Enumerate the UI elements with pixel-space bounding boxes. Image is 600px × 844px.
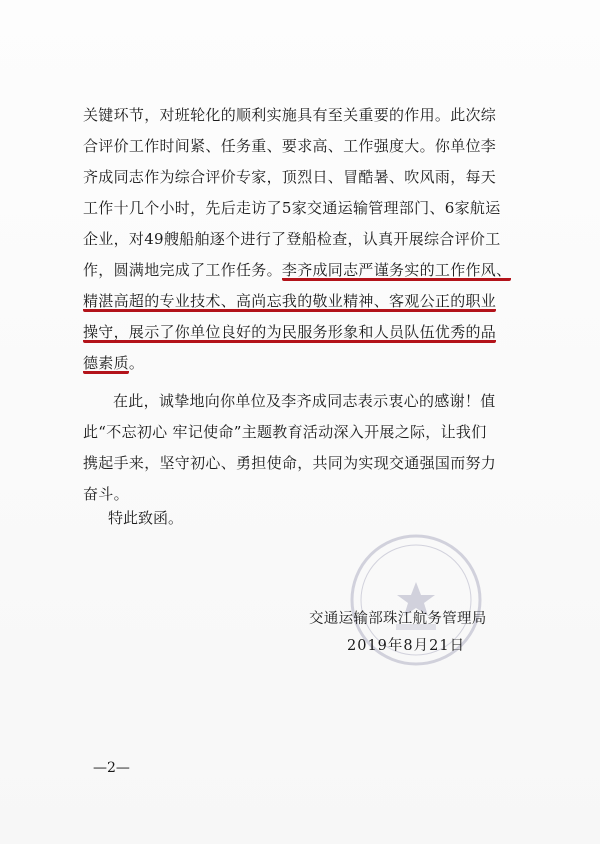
- paragraph-2: [83, 386, 523, 510]
- letter-body: [83, 100, 523, 510]
- text-segment: 作，圆满地完成了工作任务。: [83, 261, 282, 279]
- highlighted-text: 精湛高超的专业技术、高尚忘我的敬业精神、客观公正的职业: [83, 292, 497, 310]
- highlighted-text: 德素质: [83, 354, 129, 372]
- paragraph-1: [83, 100, 523, 379]
- highlighted-text: 操守，展示了你单位良好的为民服务形象和人员队伍优秀的品: [83, 323, 497, 341]
- text-line: 企业，对49艘船舶逐个进行了登船检查，认真开展综合评价工: [83, 230, 501, 248]
- text-line: [83, 286, 523, 317]
- signature-date: 2019年8月21日: [347, 638, 466, 654]
- text-line: [83, 317, 523, 348]
- text-line: 关键环节，对班轮化的顺利实施具有至关重要的作用。此次综: [83, 106, 497, 124]
- text-line: 在此，诚挚地向你单位及李齐成同志表示衷心的感谢！值: [113, 392, 496, 410]
- text-line: 合评价工作时间紧、任务重、要求高、工作强度大。你单位李: [83, 137, 497, 155]
- page-number: —2—: [93, 760, 130, 776]
- closing-remark: 特此致函。: [108, 509, 184, 527]
- text-segment: 。: [128, 354, 145, 372]
- text-line: [83, 348, 523, 379]
- signature-organization: 交通运输部珠江航务管理局: [309, 611, 487, 627]
- text-line: [83, 255, 523, 286]
- text-line: 齐成同志作为综合评价专家，顶烈日、冒酷暑、吹风雨，每天: [83, 168, 497, 186]
- highlighted-text: 李齐成同志严谨务实的工作作风、: [281, 261, 512, 279]
- text-line: 携起手来，坚守初心、勇担使命，共同为实现交通强国而努力: [83, 454, 497, 472]
- text-line: 此“不忘初心 牢记使命”主题教育活动深入开展之际，让我们: [83, 423, 487, 441]
- text-line: 奋斗。: [83, 485, 129, 503]
- text-line: 工作十几个小时，先后走访了5家交通运输管理部门、6家航运: [83, 199, 501, 217]
